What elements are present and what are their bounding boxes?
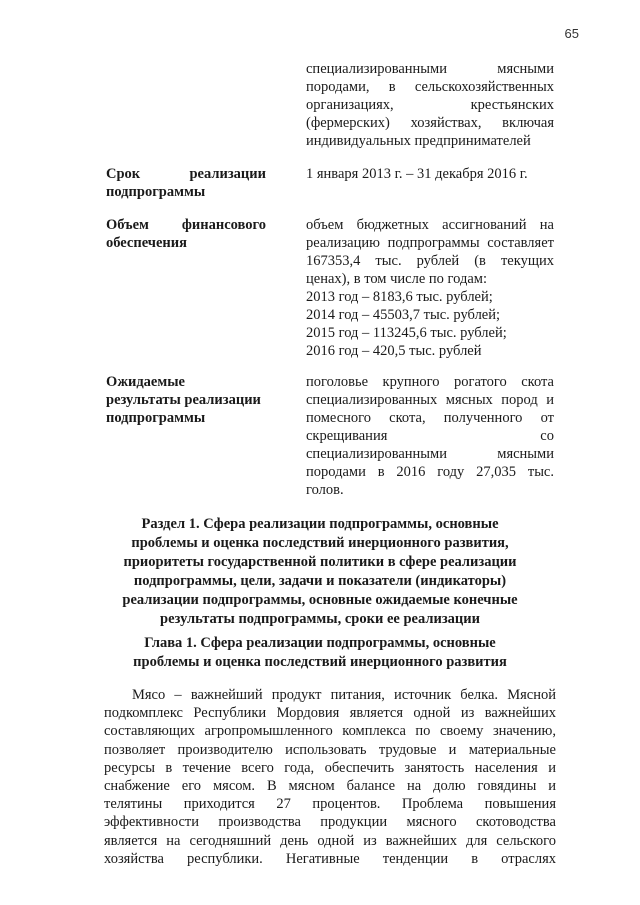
- page-number: 65: [564, 26, 579, 41]
- heading-line: проблемы и оценка последствий инерционного развития,: [131, 535, 509, 551]
- chapter-heading: [80, 634, 560, 672]
- heading-line: приоритеты государственной политики в сфере реализации: [123, 554, 517, 570]
- row-value-results: [306, 373, 554, 499]
- row-value-continuation: [306, 60, 554, 150]
- row-label-period: [106, 165, 266, 201]
- label-line: обеспечения: [106, 235, 187, 251]
- text-line: организациях, крестьянских: [306, 97, 554, 113]
- text-line: 2016 год – 420,5 тыс. рублей: [306, 343, 482, 359]
- label-line: подпрограммы: [106, 410, 206, 426]
- label-line: подпрограммы: [106, 184, 206, 200]
- paragraph-line: снабжение его мясом. В мясном балансе на долю говядины и: [104, 778, 556, 795]
- row-label-results: [106, 373, 266, 427]
- text-line: (фермерских) хозяйствах, включая: [306, 115, 554, 131]
- label-line: результаты реализации: [106, 392, 261, 408]
- row-value-period: [306, 165, 554, 183]
- text-line: специализированных мясных пород и: [306, 392, 554, 408]
- paragraph-line: является на сегодняшний день одной из важнейших для сельского: [104, 832, 556, 849]
- text-line: голов.: [306, 482, 344, 498]
- heading-line: подпрограммы, цели, задачи и показатели (индикаторы): [133, 573, 507, 589]
- text-line: 2013 год – 8183,6 тыс. рублей;: [306, 289, 493, 305]
- text-line: 167353,4 тыс. рублей (в текущих: [306, 253, 554, 269]
- text-line: реализацию подпрограммы составляет: [306, 235, 554, 251]
- text-line: ценах), в том числе по годам:: [306, 271, 487, 287]
- label-line: Объем финансового: [106, 217, 266, 233]
- row-value-financing: [306, 216, 554, 360]
- section-heading: [80, 515, 560, 629]
- row-label-financing: [106, 216, 266, 252]
- paragraph-line: Мясо – важнейший продукт питания, источник белка. Мясной: [132, 687, 556, 703]
- heading-line: Глава 1. Сфера реализации подпрограммы, основные: [144, 635, 496, 651]
- heading-line: проблемы и оценка последствий инерционного развития: [133, 654, 507, 670]
- label-line: Ожидаемые: [106, 374, 185, 390]
- text-line: объем бюджетных ассигнований на: [306, 217, 554, 233]
- heading-line: Раздел 1. Сфера реализации подпрограммы, основные: [141, 516, 499, 532]
- paragraph-line: составляющих агропромышленного комплекса по своему значению,: [104, 723, 556, 740]
- text-line: скрещивания со: [306, 428, 554, 444]
- paragraph-line: телятины приходится 27 процентов. Проблема повышения: [104, 796, 556, 813]
- label-line: Срок реализации: [106, 166, 266, 182]
- body-paragraph: [104, 686, 556, 868]
- paragraph-line: хозяйства республики. Негативные тенденции в отраслях: [104, 850, 556, 867]
- paragraph-line: ресурсы в течение всего года, обеспечить занятость населения и: [104, 759, 556, 776]
- text-line: породами в 2016 году 27,035 тыс.: [306, 464, 554, 480]
- text-line: специализированными мясными: [306, 61, 554, 77]
- text-line: индивидуальных предпринимателей: [306, 133, 531, 149]
- text-line: 1 января 2013 г. – 31 декабря 2016 г.: [306, 166, 528, 182]
- heading-line: реализации подпрограммы, основные ожидаемые конечные: [122, 592, 518, 608]
- paragraph-line: эффективности производства продукции мясного скотоводства: [104, 814, 556, 831]
- text-line: породами, в сельскохозяйственных: [306, 79, 554, 95]
- text-line: специализированными мясными: [306, 446, 554, 462]
- paragraph-line: позволяет производителю использовать трудовые и материальные: [104, 741, 556, 758]
- heading-line: результаты подпрограммы, сроки ее реализации: [160, 611, 480, 627]
- text-line: 2015 год – 113245,6 тыс. рублей;: [306, 325, 507, 341]
- text-line: 2014 год – 45503,7 тыс. рублей;: [306, 307, 501, 323]
- text-line: поголовье крупного рогатого скота: [306, 374, 554, 390]
- text-line: помесного скота, полученного от: [306, 410, 554, 426]
- paragraph-line: подкомплекс Республики Мордовия является одной из важнейших: [104, 705, 556, 722]
